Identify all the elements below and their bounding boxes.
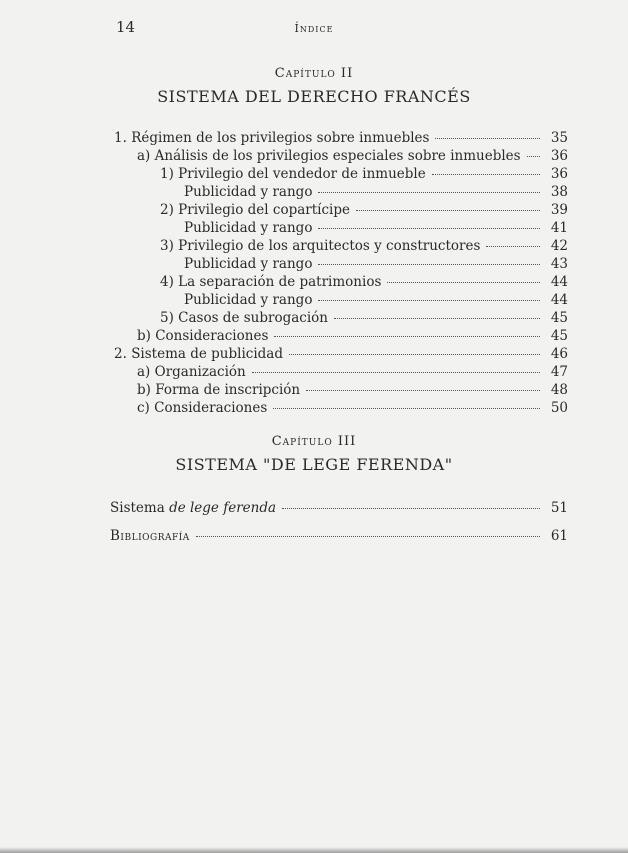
toc-entry-number: 2.	[114, 346, 127, 362]
toc-entry-number: 4)	[160, 274, 174, 290]
toc-entry-page: 38	[550, 184, 568, 200]
toc-entry-page: 36	[550, 166, 568, 182]
leader-dots	[306, 390, 540, 391]
toc-entry-label: Bibliografía	[110, 528, 190, 544]
toc-entry-number: b)	[137, 382, 151, 398]
chapter-2-label: Capítulo II	[274, 66, 354, 81]
toc-entry-number: 1.	[114, 130, 127, 146]
toc-entry-label: Régimen de los privilegios sobre inmuebles	[131, 130, 430, 146]
toc-entry	[137, 364, 568, 380]
toc-entry-page: 44	[550, 292, 568, 308]
toc-entry-label: Análisis de los privilegios especiales sobre inmuebles	[154, 148, 521, 164]
toc-entry-label: Consideraciones	[155, 328, 269, 344]
chapter-2-heading	[0, 66, 628, 106]
scan-edge-shadow	[0, 847, 628, 853]
toc-entry-number: c)	[137, 400, 150, 416]
toc-entry	[184, 292, 568, 308]
toc-entry	[184, 256, 568, 272]
running-head-title: Índice	[294, 22, 334, 35]
toc-entry-number: 1)	[160, 166, 174, 182]
chapter-3-label: Capítulo III	[271, 434, 357, 449]
toc-entry-label: Privilegio del copartícipe	[178, 202, 350, 218]
chapter-3-title: SISTEMA "DE LEGE FERENDA"	[175, 455, 453, 474]
chapter-3-heading	[0, 434, 628, 474]
toc-entry-label: Privilegio de los arquitectos y constructores	[178, 238, 481, 254]
toc-entry-page: 36	[550, 148, 568, 164]
toc-entry-page: 51	[550, 500, 568, 516]
toc-entry-label: Privilegio del vendedor de inmueble	[178, 166, 426, 182]
toc-entry	[137, 400, 568, 416]
toc-entry	[137, 382, 568, 398]
toc-entry-page: 61	[550, 528, 568, 544]
toc-entry-label: Consideraciones	[154, 400, 268, 416]
toc-entry-page: 45	[550, 328, 568, 344]
leader-dots	[432, 174, 540, 175]
running-head	[0, 14, 628, 38]
toc-entry-label: La separación de patrimonios	[178, 274, 382, 290]
leader-dots	[318, 192, 540, 193]
toc-entry-label-prefix: Sistema	[110, 500, 170, 516]
toc-entry	[137, 328, 568, 344]
toc-entry-label: Forma de inscripción	[155, 382, 301, 398]
leader-dots	[273, 408, 540, 409]
leader-dots	[318, 264, 540, 265]
leader-dots	[334, 318, 540, 319]
chapter-2-title: SISTEMA DEL DERECHO FRANCÉS	[157, 87, 471, 106]
toc-entry	[160, 274, 568, 290]
toc-entry-page: 43	[550, 256, 568, 272]
toc-entry-page: 42	[550, 238, 568, 254]
leader-dots	[435, 138, 540, 139]
toc-entry-number: b)	[137, 328, 151, 344]
leader-dots	[252, 372, 540, 373]
toc-entry-label: Publicidad y rango	[184, 292, 313, 308]
toc-entry-page: 44	[550, 274, 568, 290]
toc-entry-page: 50	[550, 400, 568, 416]
toc-entry	[160, 238, 568, 254]
toc-entry-page: 35	[550, 130, 568, 146]
toc-entry	[184, 220, 568, 236]
toc-entry	[114, 346, 568, 362]
toc-entry-page: 39	[550, 202, 568, 218]
toc-entry	[184, 184, 568, 200]
toc-entry-page: 45	[550, 310, 568, 326]
leader-dots	[486, 246, 540, 247]
leader-dots	[196, 536, 540, 537]
toc-entry-page: 46	[550, 346, 568, 362]
leader-dots	[387, 282, 540, 283]
leader-dots	[274, 336, 540, 337]
leader-dots	[318, 300, 540, 301]
page-number: 14	[116, 18, 136, 36]
leader-dots	[356, 210, 540, 211]
toc-entry-number: a)	[137, 364, 151, 380]
leader-dots	[282, 508, 540, 509]
toc-entry-label: Publicidad y rango	[184, 220, 313, 236]
leader-dots	[318, 228, 540, 229]
toc-entry	[160, 166, 568, 182]
toc-entry-number: 5)	[160, 310, 174, 326]
toc-entry-number: a)	[137, 148, 151, 164]
toc-entry-label: Organización	[154, 364, 246, 380]
toc-entry	[110, 528, 568, 544]
toc-entry-page: 48	[550, 382, 568, 398]
toc-entry-label: Publicidad y rango	[184, 256, 313, 272]
toc-entry	[110, 500, 568, 516]
toc-entry	[114, 130, 568, 146]
toc-entry-label: Casos de subrogación	[178, 310, 328, 326]
toc-entry-number: 2)	[160, 202, 174, 218]
toc-entry	[160, 202, 568, 218]
toc-entry	[137, 148, 568, 164]
toc-entry-label: Sistema de publicidad	[131, 346, 283, 362]
toc-entry-label-italic: de lege ferenda	[169, 500, 277, 516]
toc-entry-label: Publicidad y rango	[184, 184, 313, 200]
toc-entry-number: 3)	[160, 238, 174, 254]
leader-dots	[527, 156, 540, 157]
leader-dots	[289, 354, 540, 355]
toc-entry-page: 41	[550, 220, 568, 236]
toc-entry-page: 47	[550, 364, 568, 380]
toc-entry	[160, 310, 568, 326]
toc-entry-label	[110, 500, 276, 516]
